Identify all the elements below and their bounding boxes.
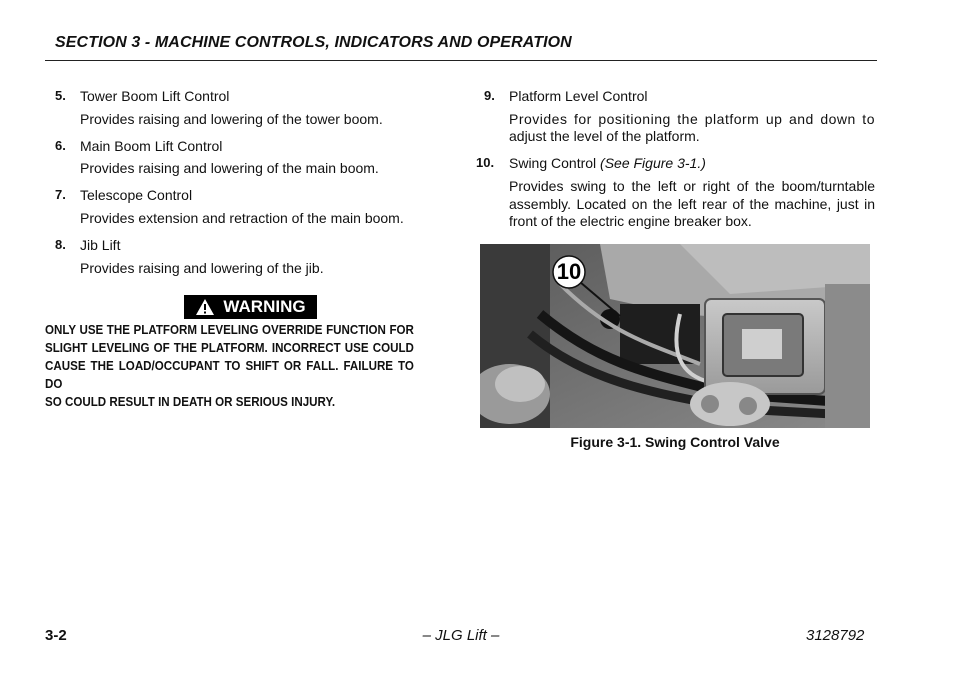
footer-title: – JLG Lift – — [422, 627, 500, 644]
warning-badge — [184, 295, 317, 319]
item-description: Provides for positioning the platform up and down to — [509, 111, 875, 127]
warning-line: SLIGHT LEVELING OF THE PLATFORM. INCORRECT USE COULD — [45, 341, 414, 355]
item-title-text: Swing Control — [509, 155, 601, 171]
item-title: Main Boom Lift Control — [80, 138, 223, 154]
figure-callout-label: 10 — [556, 259, 582, 284]
item-number: 6. — [55, 138, 66, 153]
warning-line: ONLY USE THE PLATFORM LEVELING OVERRIDE FUNCTION FOR — [45, 323, 414, 337]
item-description: front of the electric engine breaker box. — [509, 213, 752, 229]
item-description: adjust the level of the platform. — [509, 128, 700, 144]
machine-photo-illustration — [480, 244, 870, 428]
item-description: Provides raising and lowering of the jib. — [80, 260, 324, 276]
warning-line: CAUSE THE LOAD/OCCUPANT TO SHIFT OR FALL. FAILURE TO DO — [45, 359, 414, 391]
warning-label: WARNING — [223, 297, 306, 316]
item-number: 10. — [476, 155, 495, 170]
warning-text — [45, 321, 414, 411]
figure-reference: (See Figure 3-1.) — [600, 155, 706, 171]
section-title: SECTION 3 - MACHINE CONTROLS, INDICATORS AND OPERATION — [55, 34, 572, 51]
item-title: Tower Boom Lift Control — [80, 88, 230, 104]
warning-triangle-icon — [195, 298, 215, 316]
swing-control-valve-photo — [480, 244, 870, 428]
item-number: 9. — [484, 88, 495, 103]
figure-caption: Figure 3-1. Swing Control Valve — [570, 434, 780, 450]
header-divider — [45, 60, 877, 61]
document-number: 3128792 — [806, 627, 865, 644]
item-description: Provides extension and retraction of the main boom. — [80, 210, 404, 226]
page-number: 3-2 — [45, 627, 67, 644]
item-description: Provides raising and lowering of the main boom. — [80, 160, 379, 176]
item-title: Telescope Control — [80, 187, 193, 203]
item-description: Provides raising and lowering of the tower boom. — [80, 111, 383, 127]
warning-line: SO COULD RESULT IN DEATH OR SERIOUS INJURY. — [45, 395, 336, 409]
item-number: 5. — [55, 88, 66, 103]
item-number: 7. — [55, 187, 66, 202]
item-title — [509, 154, 706, 172]
item-number: 8. — [55, 237, 66, 252]
item-title: Platform Level Control — [509, 88, 648, 104]
item-description: Provides swing to the left or right of the boom/turntable — [509, 178, 875, 194]
item-title: Jib Lift — [80, 237, 121, 253]
item-description: assembly. Located on the left rear of the machine, just in — [509, 196, 875, 212]
